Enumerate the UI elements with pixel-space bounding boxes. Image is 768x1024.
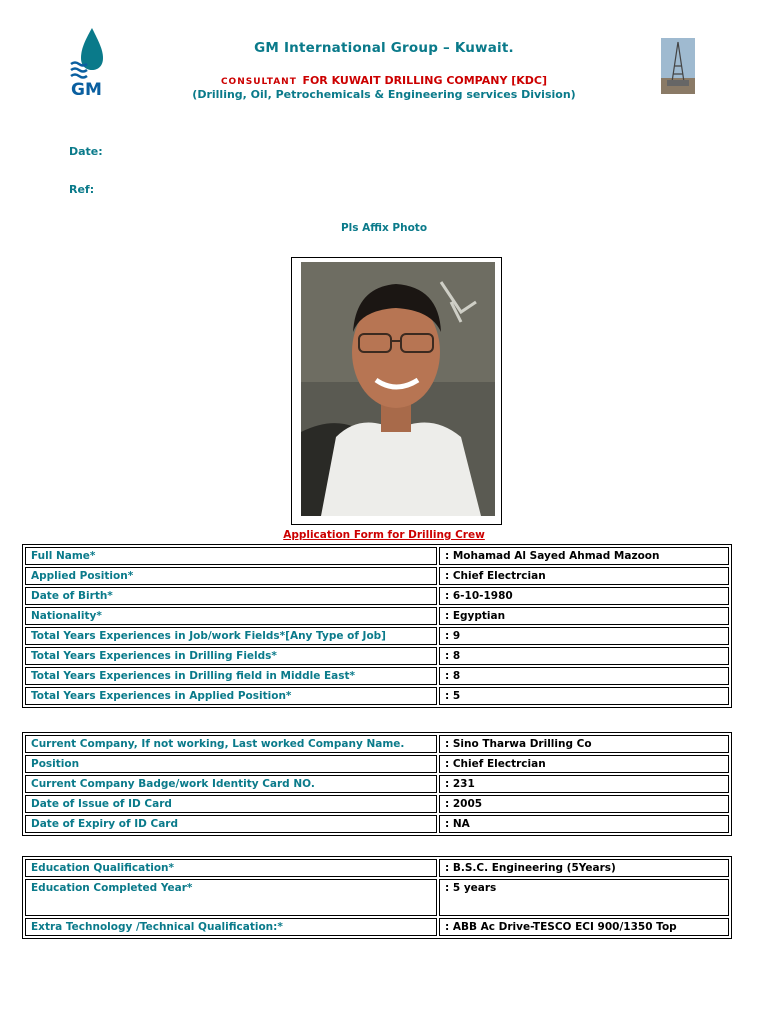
- table-row: [25, 755, 729, 773]
- table-row: [25, 775, 729, 793]
- table-row: [25, 547, 729, 565]
- division-line: (Drilling, Oil, Petrochemicals & Engineering services Division): [192, 88, 576, 101]
- company-title: GM International Group – Kuwait.: [254, 40, 514, 56]
- table-row: [25, 607, 729, 625]
- consultant-line: [0, 69, 768, 88]
- logo-text: GM: [71, 80, 102, 98]
- table-row: [25, 647, 729, 665]
- table-row: [25, 687, 729, 705]
- field-label: Total Years Experiences in Applied Position*: [25, 687, 437, 705]
- table-row: [25, 815, 729, 833]
- field-value: : 9: [439, 627, 729, 645]
- table-row: [25, 567, 729, 585]
- field-value: : ABB Ac Drive-TESCO ECI 900/1350 Top: [439, 918, 729, 936]
- field-value: : 8: [439, 667, 729, 685]
- field-value: : 5 years: [439, 879, 729, 916]
- field-label: Date of Birth*: [25, 587, 437, 605]
- field-value: : B.S.C. Engineering (5Years): [439, 859, 729, 877]
- field-label: Current Company Badge/work Identity Card NO.: [25, 775, 437, 793]
- table-row: [25, 859, 729, 877]
- field-label: Total Years Experiences in Drilling field in Middle East*: [25, 667, 437, 685]
- field-value: : Chief Electrcian: [439, 755, 729, 773]
- field-value: : 231: [439, 775, 729, 793]
- field-value: : Sino Tharwa Drilling Co: [439, 735, 729, 753]
- applicant-photo: [301, 262, 495, 516]
- date-label: Date:: [69, 145, 103, 158]
- table-row: [25, 879, 729, 916]
- field-value: : 2005: [439, 795, 729, 813]
- field-label: Current Company, If not working, Last worked Company Name.: [25, 735, 437, 753]
- field-label: Education Qualification*: [25, 859, 437, 877]
- field-label: Date of Issue of ID Card: [25, 795, 437, 813]
- education-info-table: [22, 856, 732, 939]
- employment-info-table: [22, 732, 732, 836]
- field-value: : 6-10-1980: [439, 587, 729, 605]
- field-value: : Mohamad Al Sayed Ahmad Mazoon: [439, 547, 729, 565]
- field-label: Nationality*: [25, 607, 437, 625]
- field-value: : 5: [439, 687, 729, 705]
- table-row: [25, 795, 729, 813]
- field-value: : NA: [439, 815, 729, 833]
- ref-label: Ref:: [69, 183, 95, 196]
- form-title: Application Form for Drilling Crew: [283, 529, 485, 541]
- field-label: Full Name*: [25, 547, 437, 565]
- table-row: [25, 627, 729, 645]
- table-row: [25, 587, 729, 605]
- photo-caption: Pls Affix Photo: [340, 222, 428, 234]
- field-value: : Chief Electrcian: [439, 567, 729, 585]
- field-label: Position: [25, 755, 437, 773]
- field-value: : 8: [439, 647, 729, 665]
- table-row: [25, 667, 729, 685]
- field-label: Applied Position*: [25, 567, 437, 585]
- drilling-rig-image: [661, 38, 695, 94]
- field-value: : Egyptian: [439, 607, 729, 625]
- field-label: Education Completed Year*: [25, 879, 437, 916]
- consultant-main: FOR KUWAIT DRILLING COMPANY [KDC]: [302, 74, 548, 87]
- photo-frame: [291, 257, 502, 525]
- field-label: Extra Technology /Technical Qualification:*: [25, 918, 437, 936]
- field-label: Total Years Experiences in Job/work Fields*[Any Type of Job]: [25, 627, 437, 645]
- table-row: [25, 918, 729, 936]
- table-row: [25, 735, 729, 753]
- consultant-prefix: CONSULTANT: [220, 77, 297, 87]
- field-label: Date of Expiry of ID Card: [25, 815, 437, 833]
- personal-info-table: [22, 544, 732, 708]
- field-label: Total Years Experiences in Drilling Fields*: [25, 647, 437, 665]
